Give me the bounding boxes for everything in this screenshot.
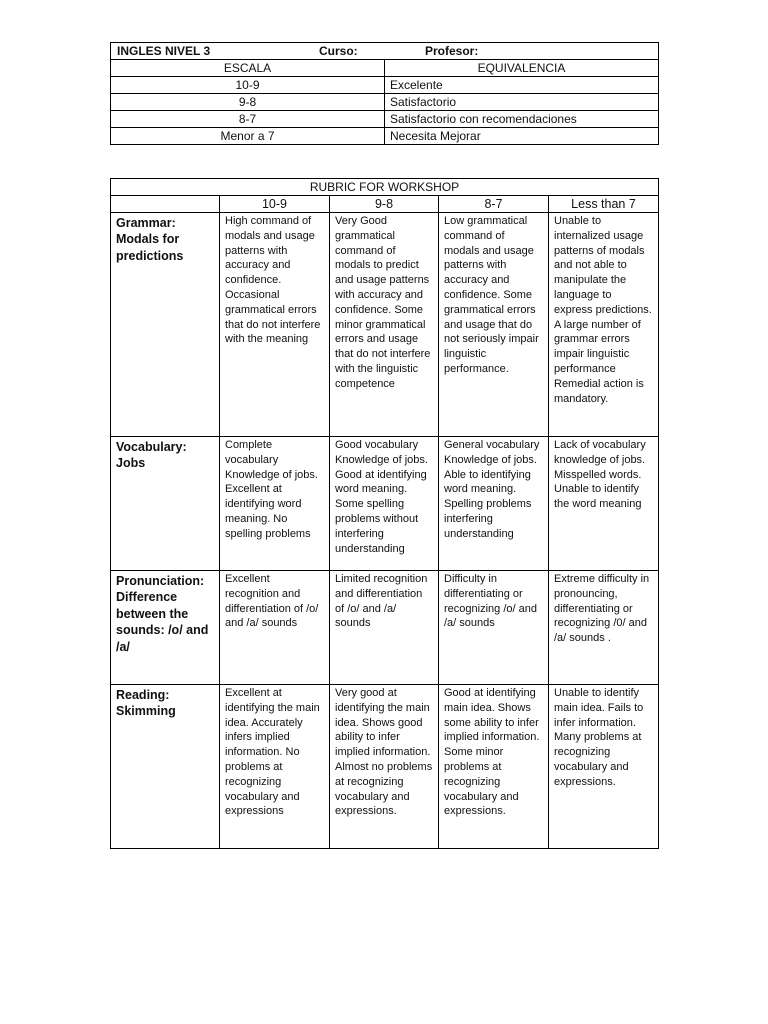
criterion-sub: Skimming [116, 704, 176, 719]
criterion-row-pronunciation [111, 571, 659, 685]
scale-row [111, 77, 659, 94]
descriptor-cell: Limited recognition and differentiation of /o/ and /a/ sounds [330, 571, 439, 685]
criterion-row-reading [111, 685, 659, 849]
score-header: Less than 7 [549, 196, 659, 213]
equivalencia-cell: Satisfactorio [385, 94, 659, 111]
scale-row [111, 94, 659, 111]
criterion-row-vocabulary [111, 437, 659, 571]
rubric-title: RUBRIC FOR WORKSHOP [111, 179, 659, 196]
equivalencia-header: EQUIVALENCIA [385, 60, 659, 77]
score-header-empty [111, 196, 220, 213]
descriptor-cell: Very good at identifying the main idea. Shows good ability to infer implied information. Almost no problems at recognizing vocabulary and expressions. [330, 685, 439, 849]
level-label: INGLES NIVEL 3 [117, 44, 211, 58]
criterion-cell [111, 213, 220, 437]
scale-table [110, 42, 659, 145]
rubric-title-row [111, 179, 659, 196]
scale-row [111, 128, 659, 145]
score-header-row [111, 196, 659, 213]
descriptor-cell: General vocabulary Knowledge of jobs. Able to identifying word meaning. Spelling problems interfering understanding [439, 437, 549, 571]
score-header: 9-8 [330, 196, 439, 213]
descriptor-cell: Lack of vocabulary knowledge of jobs. Misspelled words. Unable to identify the word meaning [549, 437, 659, 571]
score-header: 10-9 [220, 196, 330, 213]
scale-header-row [111, 60, 659, 77]
descriptor-cell: Extreme difficulty in pronouncing, differentiating or recognizing /0/ and /a/ sounds . [549, 571, 659, 685]
criterion-name: Vocabulary: [116, 440, 187, 454]
criterion-name: Reading: [116, 688, 170, 702]
descriptor-cell: Excellent at identifying the main idea. Accurately infers implied information. No problems at recognizing vocabulary and expressions [220, 685, 330, 849]
descriptor-cell: Very Good grammatical command of modals to predict and usage patterns with accuracy and confidence. Some minor grammatical errors and usage that do not interfere with the linguistic competence [330, 213, 439, 437]
descriptor-cell: Good vocabulary Knowledge of jobs. Good at identifying word meaning. Some spelling problems without interfering understanding [330, 437, 439, 571]
criterion-cell [111, 437, 220, 571]
descriptor-cell: Unable to identify main idea. Fails to infer information. Many problems at recognizing vocabulary and expressions. [549, 685, 659, 849]
criterion-cell [111, 571, 220, 685]
descriptor-cell: Excellent recognition and differentiation of /o/ and /a/ sounds [220, 571, 330, 685]
descriptor-cell: High command of modals and usage patterns with accuracy and confidence. Occasional grammatical errors that do not interfere with the meaning [220, 213, 330, 437]
escala-cell: 9-8 [111, 94, 385, 111]
descriptor-cell: Low grammatical command of modals and usage patterns with accuracy and confidence. Some grammatical errors and usage that do not seriously impair linguistic performance. [439, 213, 549, 437]
escala-header: ESCALA [111, 60, 385, 77]
header-row [111, 43, 659, 60]
criterion-cell [111, 685, 220, 849]
criterion-row-grammar [111, 213, 659, 437]
scale-row [111, 111, 659, 128]
header-cell [111, 43, 659, 60]
teacher-label: Profesor: [425, 44, 479, 58]
equivalencia-cell: Necesita Mejorar [385, 128, 659, 145]
score-header: 8-7 [439, 196, 549, 213]
escala-cell: Menor a 7 [111, 128, 385, 145]
descriptor-cell: Unable to internalized usage patterns of modals and not able to manipulate the language to express predictions. A large number of grammar errors impair linguistic performance Remedial action is mandatory. [549, 213, 659, 437]
equivalencia-cell: Excelente [385, 77, 659, 94]
descriptor-cell: Complete vocabulary Knowledge of jobs. Excellent at identifying word meaning. No spelling problems [220, 437, 330, 571]
course-label: Curso: [319, 44, 358, 58]
criterion-sub: Difference between the sounds: /o/ and /a/ [116, 590, 209, 654]
escala-cell: 8-7 [111, 111, 385, 128]
criterion-name: Grammar: [116, 216, 176, 230]
descriptor-cell: Difficulty in differentiating or recognizing /o/ and /a/ sounds [439, 571, 549, 685]
escala-cell: 10-9 [111, 77, 385, 94]
criterion-sub: Jobs [116, 456, 146, 471]
rubric-table [110, 178, 659, 849]
descriptor-cell: Good at identifying main idea. Shows some ability to infer implied information. Some minor problems at recognizing vocabulary and expressions. [439, 685, 549, 849]
equivalencia-cell: Satisfactorio con recomendaciones [385, 111, 659, 128]
criterion-sub: Modals for predictions [116, 232, 184, 263]
criterion-name: Pronunciation: [116, 574, 205, 588]
